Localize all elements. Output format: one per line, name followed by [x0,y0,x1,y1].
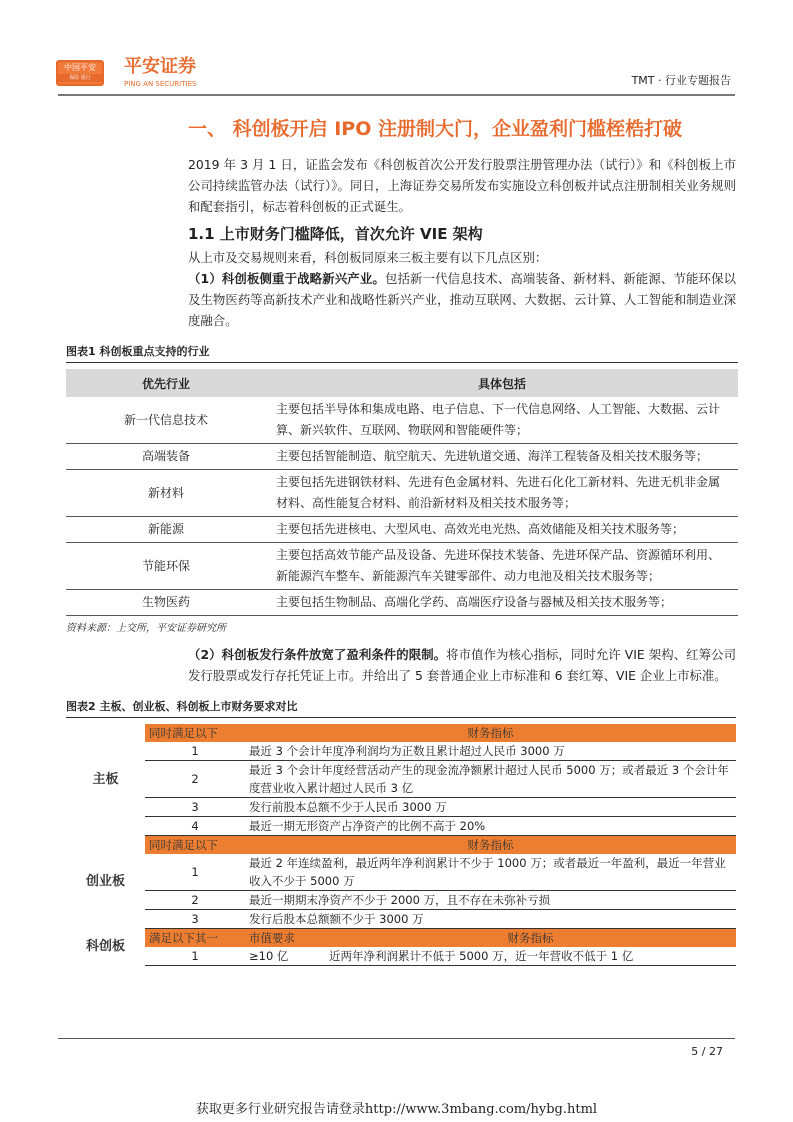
header-cell: 财务指标 [245,836,736,855]
main-board-label: 主板 [66,724,145,836]
intro-paragraph: 2019 年 3 月 1 日，证监会发布《科创板首次公开发行股票注册管理办法（试行）》和《科创板上市公司持续监管办法（试行）》。同日，上海证券交易所发布实施设立科创板并试点注册制相关业务规则和配套指引，标志着科创板的正式诞生。 [188,157,736,214]
header-divider [58,94,735,96]
header-cell: 同时满足以下 [145,836,245,855]
page-content [0,116,793,966]
row-number: 1 [145,742,245,761]
requirement: 最近 3 个会计年度净利润均为正数且累计超过人民币 3000 万 [245,742,736,761]
industry-name: 生物医药 [66,590,266,616]
table-row [66,891,736,910]
page-number: 5 / 27 [691,1045,723,1058]
subheading: 1.1 上市财务门槛降低，首次允许 VIE 架构 [188,225,483,243]
table1-header: 优先行业 [66,369,266,397]
table-row [66,517,738,543]
footer-link[interactable]: 获取更多行业研究报告请登录http://www.3mbang.com/hybg.html [195,1102,598,1117]
table-row [66,397,738,444]
industry-name: 节能环保 [66,543,266,590]
requirement: 最近 2 年连续盈利，最近两年净利润累计不少于 1000 万；或者最近一年盈利，最近一年营业收入不少于 5000 万 [245,854,736,891]
table-row [66,444,738,470]
table-row [66,817,736,836]
header-cell: 同时满足以下 [145,724,245,742]
row-number: 1 [145,854,245,891]
industry-name: 高端装备 [66,444,266,470]
header-cell: 满足以下其一 [145,929,245,948]
table1-caption: 图表1 科创板重点支持的行业 [66,345,738,363]
logo-text: 中国平安 [64,63,96,72]
paragraph-2 [188,268,736,331]
table1-header: 具体包括 [266,369,738,397]
industry-detail: 主要包括生物制品、高端化学药、高端医疗设备与器械及相关技术服务等； [266,590,738,616]
row-number: 2 [145,761,245,798]
header-cell: 市值要求 [245,929,325,948]
footer-divider [58,1038,735,1039]
requirement: 最近一期无形资产占净资产的比例不高于 20% [245,817,736,836]
table-row [66,761,736,798]
table-row [66,742,736,761]
paragraph-2-lead: （1）科创板侧重于战略新兴产业。 [188,271,385,286]
industry-detail: 主要包括半导体和集成电路、电子信息、下一代信息网络、人工智能、大数据、云计算、新兴软件、互联网、物联网和智能硬件等； [266,397,738,444]
gem-board-label: 创业板 [66,836,145,929]
industries-table [66,369,738,616]
industry-name: 新一代信息技术 [66,397,266,444]
row-number: 1 [145,947,245,966]
row-number: 4 [145,817,245,836]
table-row [66,798,736,817]
row-number: 3 [145,798,245,817]
requirement: 发行后股本总额额不少于 3000 万 [245,910,736,929]
logo-sub: 保险 银行 [58,74,102,82]
industry-detail: 主要包括高效节能产品及设备、先进环保技术装备、先进环保产品、资源循环利用、新能源汽车整车、新能源汽车关键零部件、动力电池及相关技术服务等； [266,543,738,590]
paragraph-3 [188,644,736,686]
industry-name: 新材料 [66,470,266,517]
table-row [66,543,738,590]
brand-name-en: PING AN SECURITIES [124,80,197,88]
pingan-logo [56,60,104,86]
star-board-label: 科创板 [66,929,145,966]
requirement: 发行前股本总额不少于人民币 3000 万 [245,798,736,817]
header-cell: 财务指标 [325,929,736,948]
industry-name: 新能源 [66,517,266,543]
industry-detail: 主要包括先进钢铁材料、先进有色金属材料、先进石化化工新材料、先进无机非金属材料、高性能复合材料、前沿新材料及相关技术服务等； [266,470,738,517]
row-number: 2 [145,891,245,910]
table2-caption: 图表2 主板、创业板、科创板上市财务要求对比 [66,700,736,718]
requirement: 近两年净利润累计不低于 5000 万，近一年营收不低于 1 亿 [325,947,736,966]
paragraph-3-lead: （2）科创板发行条件放宽了盈利条件的限制。 [188,647,447,662]
table-row [66,590,738,616]
financial-requirements-table [66,724,736,966]
report-type: TMT · 行业专题报告 [631,74,731,87]
table-row [66,854,736,891]
industry-detail: 主要包括智能制造、航空航天、先进轨道交通、海洋工程装备及相关技术服务等； [266,444,738,470]
requirement: 最近 3 个会计年度经营活动产生的现金流净额累计超过人民币 5000 万；或者最近 3 个会计年度营业收入累计超过人民币 3 亿 [245,761,736,798]
market-cap: ≥10 亿 [245,947,325,966]
industry-detail: 主要包括先进核电、大型风电、高效光电光热、高效储能及相关技术服务等； [266,517,738,543]
table-row [66,947,736,966]
table-row [66,470,738,517]
row-number: 3 [145,910,245,929]
table1-source: 资料来源：上交所，平安证券研究所 [66,623,226,634]
section-title: 一、 科创板开启 IPO 注册制大门，企业盈利门槛桎梏打破 [188,118,682,140]
paragraph-3-text: 将市值作为核心指标，同时允许 VIE 架构、红筹公司发行股票或发行存托凭证上市。并给出了 5 套普通企业上市标准和 6 套红筹、VIE 企业上市标准。 [188,647,736,683]
brand-name: 平安证券 [124,56,196,77]
table-row [66,910,736,929]
requirement: 最近一期期末净资产不少于 2000 万，且不存在未弥补亏损 [245,891,736,910]
paragraph-2-text: 包括新一代信息技术、高端装备、新材料、新能源、节能环保以及生物医药等高新技术产业和战略性新兴产业，推动互联网、大数据、云计算、人工智能和制造业深度融合。 [188,271,737,328]
paragraph-1: 从上市及交易规则来看，科创板同原来三板主要有以下几点区别： [188,250,548,265]
header-cell: 财务指标 [245,724,736,742]
